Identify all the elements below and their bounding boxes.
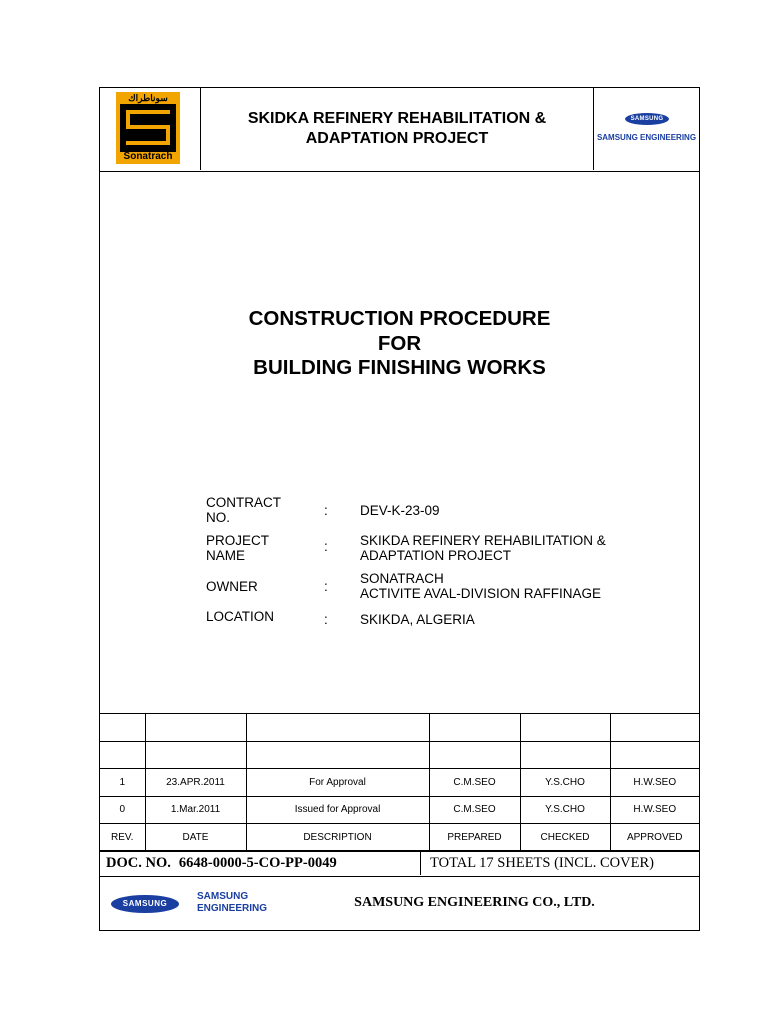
revision-cell-checked (520, 714, 610, 742)
project-colon: : (324, 539, 328, 554)
contract-colon: : (324, 503, 328, 518)
revision-cell-checked: Y.S.CHO (520, 796, 610, 824)
contractor-logo-cell (594, 88, 699, 170)
location-value: SKIKDA, ALGERIA (360, 612, 475, 627)
sonatrach-logo-name: Sonatrach (123, 151, 173, 162)
footer-logo-line2: ENGINEERING (197, 903, 268, 914)
contract-label (206, 495, 281, 525)
revision-cell-prepared (429, 741, 520, 769)
revision-cell-description: For Approval (246, 769, 429, 797)
revision-cell-rev: 1 (100, 769, 145, 797)
revision-cell-prepared: C.M.SEO (429, 796, 520, 824)
owner-value-line1: SONATRACH (360, 571, 444, 586)
project-title-line2: ADAPTATION PROJECT (305, 130, 489, 147)
revision-cell-approved: APPROVED (610, 824, 699, 852)
revision-cell-date (145, 741, 246, 769)
project-value (360, 533, 606, 563)
contract-label-line1: CONTRACT (206, 495, 281, 510)
revision-cell-rev: REV. (100, 824, 145, 852)
project-label-line1: PROJECT (206, 533, 270, 548)
table-row (100, 714, 699, 742)
table-row (100, 824, 699, 852)
table-row (100, 769, 699, 797)
document-number-value: 6648-0000-5-CO-PP-0049 (178, 855, 337, 871)
revision-table (100, 713, 699, 852)
owner-label: OWNER (206, 579, 258, 594)
owner-row (100, 571, 699, 603)
revision-cell-approved: H.W.SEO (610, 796, 699, 824)
footer-samsung-logo-icon: SAMSUNG (111, 895, 179, 913)
revision-cell-prepared: PREPARED (429, 824, 520, 852)
document-title (100, 307, 699, 381)
document-number-bar (100, 850, 699, 877)
contract-row (100, 495, 699, 527)
samsung-engineering-label: SAMSUNG ENGINEERING (596, 133, 697, 142)
project-value-line2: ADAPTATION PROJECT (360, 548, 512, 563)
project-value-line1: SKIKDA REFINERY REHABILITATION & (360, 533, 606, 548)
project-row (100, 533, 699, 565)
project-title-line1: SKIDKA REFINERY REHABILITATION & (247, 110, 547, 127)
owner-value-line2: ACTIVITE AVAL-DIVISION RAFFINAGE (360, 586, 602, 601)
revision-cell-date: 1.Mar.2011 (145, 796, 246, 824)
company-name: SAMSUNG ENGINEERING CO., LTD. (354, 895, 595, 910)
total-sheets: TOTAL 17 SHEETS (INCL. COVER) (430, 855, 654, 871)
table-row (100, 796, 699, 824)
sonatrach-logo-arabic: سوناطراك (128, 93, 168, 103)
revision-cell-description (246, 741, 429, 769)
revision-cell-approved (610, 714, 699, 742)
project-label (206, 533, 269, 563)
revision-cell-date: 23.APR.2011 (145, 769, 246, 797)
revision-cell-rev (100, 741, 145, 769)
document-number (100, 851, 421, 875)
cover-sheet (99, 87, 700, 931)
contract-value: DEV-K-23-09 (360, 503, 440, 518)
contract-label-line2: NO. (206, 510, 231, 525)
project-title (201, 88, 594, 170)
revision-cell-checked: Y.S.CHO (520, 769, 610, 797)
document-title-line2: FOR (377, 331, 422, 355)
owner-logo-cell (100, 88, 201, 170)
sonatrach-emblem-icon (120, 104, 176, 152)
document-title-line3: BUILDING FINISHING WORKS (253, 356, 546, 379)
footer (100, 877, 699, 930)
revision-cell-checked (520, 741, 610, 769)
footer-logo-line1: SAMSUNG (197, 891, 249, 902)
project-label-line2: NAME (206, 548, 246, 563)
revision-cell-description: DESCRIPTION (246, 824, 429, 852)
owner-value (360, 571, 601, 601)
revision-cell-rev (100, 714, 145, 742)
revision-cell-approved: H.W.SEO (610, 769, 699, 797)
sonatrach-logo (116, 92, 180, 164)
revision-cell-checked: CHECKED (520, 824, 610, 852)
revision-cell-date: DATE (145, 824, 246, 852)
revision-cell-approved (610, 741, 699, 769)
document-number-label: DOC. NO. (106, 855, 171, 871)
location-colon: : (324, 612, 328, 627)
location-row (100, 609, 699, 629)
revision-cell-prepared (429, 714, 520, 742)
table-row (100, 741, 699, 769)
revision-cell-rev: 0 (100, 796, 145, 824)
owner-colon: : (324, 579, 328, 594)
location-label: LOCATION (206, 609, 275, 624)
samsung-logo-icon: SAMSUNG (625, 113, 669, 125)
document-title-line1: CONSTRUCTION PROCEDURE (248, 307, 551, 330)
revision-cell-prepared: C.M.SEO (429, 769, 520, 797)
header (100, 88, 699, 172)
revision-cell-description (246, 714, 429, 742)
revision-cell-date (145, 714, 246, 742)
revision-cell-description: Issued for Approval (246, 796, 429, 824)
